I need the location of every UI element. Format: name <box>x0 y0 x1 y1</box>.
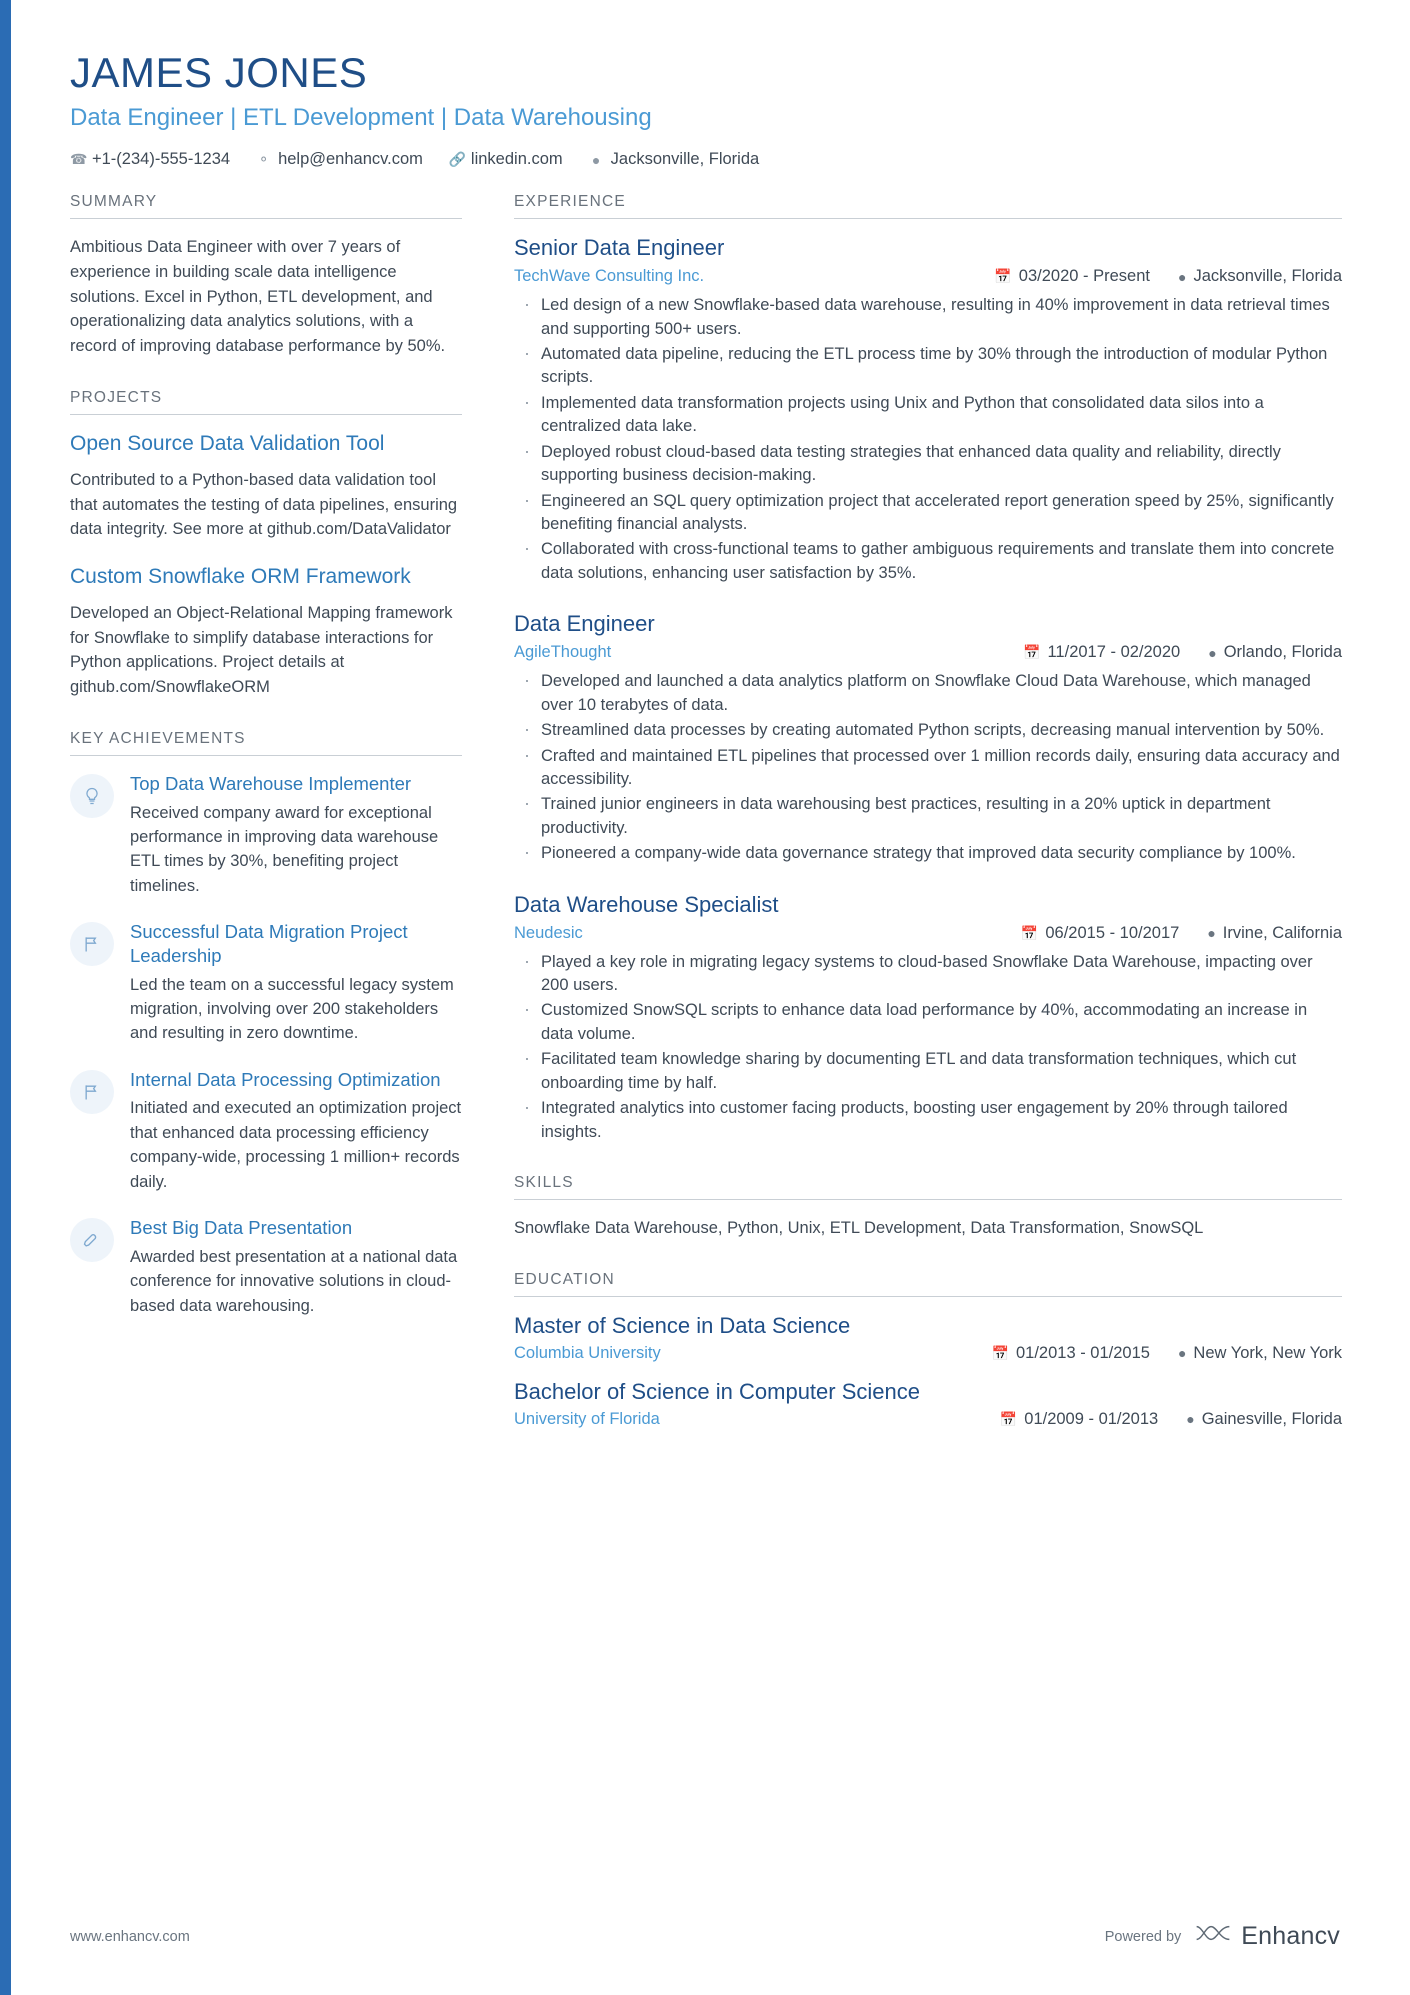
achievement-description: Initiated and executed an optimization project that enhanced data processing efficiency company-wide, processing 1 million+ records daily. <box>130 1099 462 1191</box>
education-degree: Bachelor of Science in Computer Science <box>514 1378 920 1404</box>
achievement-item <box>70 1216 462 1318</box>
job-location-text: Jacksonville, Florida <box>1193 267 1342 286</box>
job-bullet: · Streamlined data processes by creating automated Python scripts, decreasing manual intervention by 50%. <box>514 719 1342 742</box>
project-description: Contributed to a Python-based data validation tool that automates the testing of data pipelines, ensuring data integrity. See more at github.com/DataValidator <box>70 470 458 539</box>
experience-section-title: EXPERIENCE <box>514 193 1342 219</box>
key-achievements-section-title: KEY ACHIEVEMENTS <box>70 730 462 756</box>
job-company[interactable]: AgileThought <box>514 643 612 662</box>
job-bullets <box>514 951 1342 1144</box>
projects-section-title: PROJECTS <box>70 389 462 415</box>
education-location-text: New York, New York <box>1193 1343 1342 1362</box>
key-achievements-section <box>70 730 462 1318</box>
summary-section <box>70 193 462 359</box>
job-role: Data Warehouse Specialist <box>514 891 779 917</box>
accent-bar <box>0 0 11 1995</box>
left-column <box>70 193 462 1348</box>
location-icon: ● <box>1208 644 1217 661</box>
job-location-text: Orlando, Florida <box>1223 643 1342 662</box>
job-bullet: · Automated data pipeline, reducing the ETL process time by 30% through the introduction of modular Python scripts. <box>514 343 1342 390</box>
job-role: Data Engineer <box>514 611 655 637</box>
contact-location <box>589 150 760 169</box>
projects-section <box>70 389 462 700</box>
calendar-icon: 📅 <box>1023 644 1041 661</box>
skills-section-title: SKILLS <box>514 1174 1342 1200</box>
link-icon: 🔗 <box>448 151 467 168</box>
education-location <box>1186 1410 1342 1429</box>
education-date-text: 01/2009 - 01/2013 <box>1024 1409 1159 1428</box>
achievement-description: Received company award for exceptional performance in improving data warehouse ETL times by 30%, benefiting project timelines. <box>130 803 439 895</box>
achievement-title: Internal Data Processing Optimization <box>130 1068 441 1090</box>
skills-text: Snowflake Data Warehouse, Python, Unix, ETL Development, Data Transformation, SnowSQL <box>514 1219 1204 1237</box>
location-icon: ● <box>1207 925 1216 942</box>
education-location <box>1178 1344 1342 1363</box>
education-section-title: EDUCATION <box>514 1271 1342 1297</box>
job-date <box>1021 924 1179 943</box>
job-bullet: · Led design of a new Snowflake-based data warehouse, resulting in 40% improvement in data retrieval times and supporting 500+ users. <box>514 294 1342 341</box>
education-date <box>1000 1410 1158 1429</box>
job-bullet: · Integrated analytics into customer facing products, boosting user engagement by 20% through tailored insights. <box>514 1097 1342 1144</box>
job-location <box>1207 924 1342 943</box>
footer-website[interactable]: www.enhancv.com <box>70 1928 190 1945</box>
job-location-text: Irvine, California <box>1222 923 1342 942</box>
experience-item <box>514 892 1342 1144</box>
job-location <box>1208 643 1342 662</box>
achievement-title: Best Big Data Presentation <box>130 1217 353 1239</box>
enhancv-logo-icon <box>1193 1920 1233 1953</box>
job-role: Senior Data Engineer <box>514 235 725 261</box>
job-date <box>1023 643 1180 662</box>
job-bullets <box>514 670 1342 865</box>
achievement-item <box>70 1068 462 1194</box>
job-bullet: · Played a key role in migrating legacy systems to cloud-based Snowflake Data Warehouse, impacting over 200 users. <box>514 951 1342 998</box>
contact-linkedin-text: linkedin.com <box>470 150 563 169</box>
achievement-title: Top Data Warehouse Implementer <box>130 772 412 794</box>
flag-icon <box>70 922 114 966</box>
achievement-description: Awarded best presentation at a national data conference for innovative solutions in cloud-based data warehousing. <box>130 1247 458 1315</box>
job-bullet: · Deployed robust cloud-based data testing strategies that enhanced data quality and reliability, directly supporting business decision-making. <box>514 441 1342 488</box>
education-date-text: 01/2013 - 01/2015 <box>1015 1343 1150 1362</box>
summary-text: Ambitious Data Engineer with over 7 years of experience in building scale data intelligence solutions. Excel in Python, ETL development, and operationalizing data analytics solutions, with a record of improving database performance by 50%. <box>70 238 446 356</box>
resume-header <box>70 50 1342 169</box>
calendar-icon: 📅 <box>999 1410 1018 1427</box>
achievement-title: Successful Data Migration Project Leadership <box>130 921 408 966</box>
education-date <box>992 1344 1150 1363</box>
lightbulb-icon <box>70 774 114 818</box>
project-item <box>70 431 462 542</box>
calendar-icon: 📅 <box>994 268 1012 285</box>
job-bullet: · Crafted and maintained ETL pipelines that processed over 1 million records daily, ensuring data accuracy and accessibility. <box>514 745 1342 792</box>
candidate-name: JAMES JONES <box>70 49 368 96</box>
page-footer <box>70 1920 1340 1953</box>
education-section <box>514 1271 1342 1429</box>
location-icon: ● <box>1177 1345 1187 1362</box>
footer-powered-by <box>1105 1920 1340 1953</box>
flag-icon <box>70 1070 114 1114</box>
contact-email-text: help@enhancv.com <box>278 150 423 169</box>
education-school[interactable]: University of Florida <box>514 1409 660 1428</box>
location-icon: ● <box>1177 268 1187 285</box>
project-title[interactable]: Open Source Data Validation Tool <box>70 431 385 455</box>
job-bullet: · Collaborated with cross-functional teams to gather ambiguous requirements and translate them into concrete data solutions, enhancing user satisfaction by 35%. <box>514 538 1342 585</box>
skills-section <box>514 1174 1342 1241</box>
job-bullet: · Facilitated team knowledge sharing by documenting ETL and data transformation techniques, which cut onboarding time by half. <box>514 1048 1342 1095</box>
candidate-headline: Data Engineer | ETL Development | Data Warehousing <box>70 104 652 132</box>
job-company[interactable]: Neudesic <box>514 923 583 942</box>
calendar-icon: 📅 <box>991 1344 1009 1361</box>
job-bullet: · Trained junior engineers in data warehousing best practices, resulting in a 20% uptick in department productivity. <box>514 793 1342 840</box>
experience-item <box>514 235 1342 585</box>
contact-list <box>70 150 1342 169</box>
contact-location-text: Jacksonville, Florida <box>610 150 760 169</box>
job-bullet: · Engineered an SQL query optimization project that accelerated report generation speed by 25%, significantly benefiting financial analysts. <box>514 490 1342 537</box>
education-school[interactable]: Columbia University <box>514 1343 661 1362</box>
achievement-item <box>70 772 462 898</box>
project-item <box>70 564 462 700</box>
enhancv-brand[interactable] <box>1193 1920 1340 1953</box>
education-item <box>514 1379 1342 1429</box>
experience-item <box>514 611 1342 865</box>
contact-phone <box>70 150 230 169</box>
project-title[interactable]: Custom Snowflake ORM Framework <box>70 565 411 589</box>
job-bullet: · Developed and launched a data analytics platform on Snowflake Cloud Data Warehouse, which managed over 10 terabytes of data. <box>514 670 1342 717</box>
job-company[interactable]: TechWave Consulting Inc. <box>514 267 705 286</box>
job-bullet: · Pioneered a company-wide data governance strategy that improved data security compliance by 100%. <box>514 842 1342 865</box>
experience-section <box>514 193 1342 1144</box>
location-icon: ● <box>1186 1411 1195 1428</box>
job-date-text: 11/2017 - 02/2020 <box>1047 643 1181 662</box>
calendar-icon: 📅 <box>1020 924 1039 941</box>
right-column <box>514 193 1342 1459</box>
job-bullet: · Implemented data transformation projects using Unix and Python that consolidated data silos into a centralized data lake. <box>514 392 1342 439</box>
enhancv-brand-text: Enhancv <box>1241 1922 1340 1950</box>
education-item <box>514 1313 1342 1363</box>
contact-phone-text: +1-(234)-555-1234 <box>92 150 231 169</box>
summary-section-title: SUMMARY <box>70 193 462 219</box>
job-date-text: 03/2020 - Present <box>1018 267 1150 286</box>
job-date-text: 06/2015 - 10/2017 <box>1045 923 1180 942</box>
contact-linkedin[interactable] <box>449 150 563 169</box>
education-location-text: Gainesville, Florida <box>1201 1409 1342 1428</box>
job-bullet: · Customized SnowSQL scripts to enhance data load performance by 40%, accommodating an increase in data volume. <box>514 999 1342 1046</box>
education-degree: Master of Science in Data Science <box>514 1312 851 1338</box>
footer-powered-label: Powered by <box>1104 1928 1182 1945</box>
job-date <box>994 267 1150 286</box>
email-icon: ⚬ <box>257 151 270 168</box>
achievement-description: Led the team on a successful legacy system migration, involving over 200 stakeholders and resulting in zero downtime. <box>130 975 454 1043</box>
project-description: Developed an Object-Relational Mapping framework for Snowflake to simplify database interactions for Python applications. Project details at github.com/SnowflakeORM <box>70 603 453 697</box>
job-location <box>1178 267 1342 286</box>
job-bullets <box>514 294 1342 585</box>
contact-email[interactable] <box>256 150 423 169</box>
achievement-item <box>70 920 462 1046</box>
phone-icon: ☎ <box>70 151 88 168</box>
rocket-icon <box>70 1218 114 1262</box>
location-icon: ● <box>591 151 601 168</box>
